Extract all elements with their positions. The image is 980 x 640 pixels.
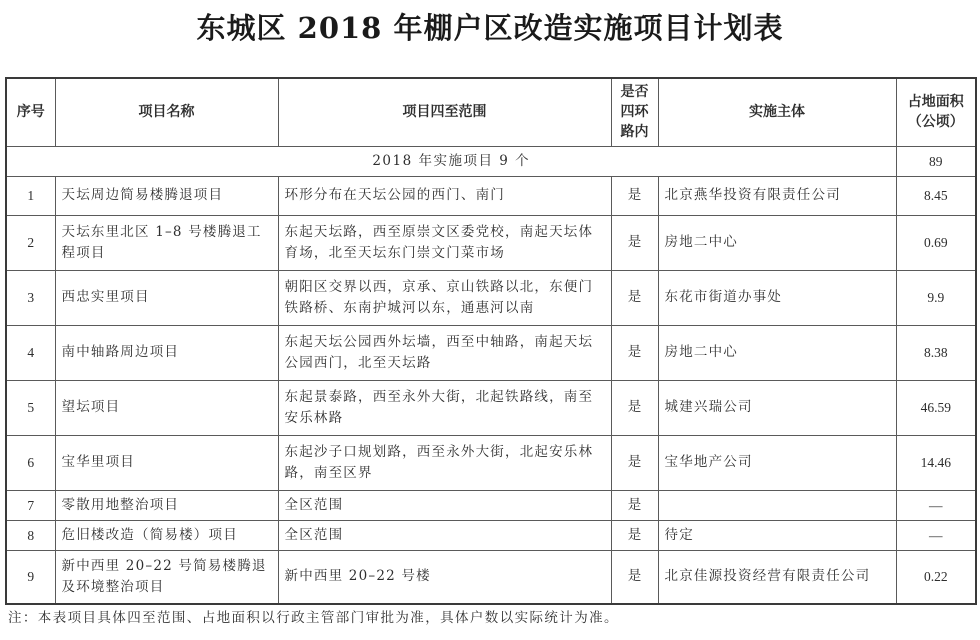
row-seq: 6 (6, 435, 55, 490)
table-header-row (6, 78, 976, 146)
row-scope: 环形分布在天坛公园的西门、南门 (278, 176, 611, 215)
row-implementer (658, 490, 896, 520)
row-implementer: 北京佳源投资经营有限责任公司 (658, 550, 896, 604)
row-within-4th-ring: 是 (611, 176, 658, 215)
summary-total-area: 89 (896, 146, 976, 176)
row-within-4th-ring: 是 (611, 490, 658, 520)
row-scope: 新中西里 20–22 号楼 (278, 550, 611, 604)
row-implementer: 东花市街道办事处 (658, 270, 896, 325)
table-row (6, 270, 976, 325)
row-implementer: 房地二中心 (658, 215, 896, 270)
row-name: 新中西里 20–22 号简易楼腾退及环境整治项目 (55, 550, 278, 604)
row-seq: 4 (6, 325, 55, 380)
row-scope: 全区范围 (278, 520, 611, 550)
row-name: 天坛东里北区 1–8 号楼腾退工程项目 (55, 215, 278, 270)
row-scope: 全区范围 (278, 490, 611, 520)
table-row (6, 490, 976, 520)
row-area: — (896, 490, 976, 520)
table-row (6, 176, 976, 215)
header-area: 占地面积（公顷） (896, 78, 976, 146)
row-area: 8.45 (896, 176, 976, 215)
table-row (6, 215, 976, 270)
row-seq: 7 (6, 490, 55, 520)
table-row (6, 520, 976, 550)
row-implementer: 城建兴瑞公司 (658, 380, 896, 435)
row-implementer: 待定 (658, 520, 896, 550)
row-implementer: 北京燕华投资有限责任公司 (658, 176, 896, 215)
row-within-4th-ring: 是 (611, 270, 658, 325)
row-area: 8.38 (896, 325, 976, 380)
table-row (6, 550, 976, 604)
row-area: 0.69 (896, 215, 976, 270)
project-plan-table (5, 77, 977, 605)
row-area: 0.22 (896, 550, 976, 604)
row-within-4th-ring: 是 (611, 435, 658, 490)
row-name: 天坛周边简易楼腾退项目 (55, 176, 278, 215)
row-within-4th-ring: 是 (611, 380, 658, 435)
header-name: 项目名称 (55, 78, 278, 146)
summary-label: 2018 年实施项目 9 个 (6, 146, 896, 176)
row-scope: 东起天坛路，西至原崇文区委党校，南起天坛体育场，北至天坛东门崇文门菜市场 (278, 215, 611, 270)
row-implementer: 宝华地产公司 (658, 435, 896, 490)
footnote: 注：本表项目具体四至范围、占地面积以行政主管部门审批为准，具体户数以实际统计为准。 (8, 610, 619, 626)
row-seq: 8 (6, 520, 55, 550)
row-scope: 东起景泰路，西至永外大街，北起铁路线，南至安乐林路 (278, 380, 611, 435)
row-area: 14.46 (896, 435, 976, 490)
row-scope: 东起天坛公园西外坛墙，西至中轴路，南起天坛公园西门，北至天坛路 (278, 325, 611, 380)
row-seq: 2 (6, 215, 55, 270)
row-within-4th-ring: 是 (611, 325, 658, 380)
row-implementer: 房地二中心 (658, 325, 896, 380)
header-within-4th-ring: 是否四环路内 (611, 78, 658, 146)
row-scope: 朝阳区交界以西，京承、京山铁路以北，东便门铁路桥、东南护城河以东，通惠河以南 (278, 270, 611, 325)
table-row (6, 435, 976, 490)
summary-row (6, 146, 976, 176)
row-name: 宝华里项目 (55, 435, 278, 490)
row-within-4th-ring: 是 (611, 550, 658, 604)
row-within-4th-ring: 是 (611, 215, 658, 270)
header-implementer: 实施主体 (658, 78, 896, 146)
row-name: 南中轴路周边项目 (55, 325, 278, 380)
row-seq: 1 (6, 176, 55, 215)
row-seq: 3 (6, 270, 55, 325)
row-name: 西忠实里项目 (55, 270, 278, 325)
row-area: — (896, 520, 976, 550)
table-row (6, 380, 976, 435)
page-title: 东城区 2018 年棚户区改造实施项目计划表 (196, 11, 784, 45)
row-area: 9.9 (896, 270, 976, 325)
row-name: 望坛项目 (55, 380, 278, 435)
header-seq: 序号 (6, 78, 55, 146)
row-name: 危旧楼改造（简易楼）项目 (55, 520, 278, 550)
table-row (6, 325, 976, 380)
row-name: 零散用地整治项目 (55, 490, 278, 520)
row-seq: 9 (6, 550, 55, 604)
row-seq: 5 (6, 380, 55, 435)
row-scope: 东起沙子口规划路，西至永外大街，北起安乐林路，南至区界 (278, 435, 611, 490)
row-area: 46.59 (896, 380, 976, 435)
row-within-4th-ring: 是 (611, 520, 658, 550)
header-scope: 项目四至范围 (278, 78, 611, 146)
